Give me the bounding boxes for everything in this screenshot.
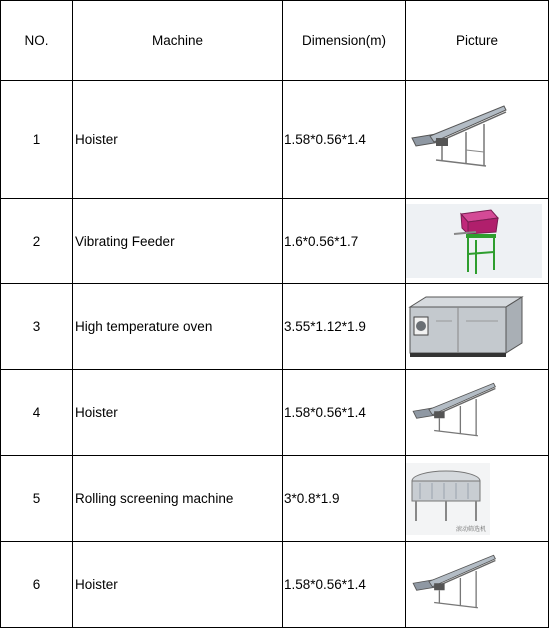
machine-name: Rolling screening machine <box>73 456 283 542</box>
hoister-illustration <box>406 550 506 620</box>
vibrating-feeder-illustration <box>406 204 542 278</box>
hoister-illustration <box>406 100 516 180</box>
table-row <box>1 199 549 284</box>
rolling-screening-caption: 滚动筛选机 <box>456 525 487 533</box>
machine-name: Hoister <box>73 81 283 199</box>
header-picture: Picture <box>406 1 549 81</box>
row-number: 5 <box>1 456 73 542</box>
machine-picture-cell <box>406 81 549 199</box>
machine-name: Hoister <box>73 542 283 628</box>
table-row <box>1 284 549 370</box>
machine-dimension: 1.58*0.56*1.4 <box>283 542 406 628</box>
machine-picture-cell <box>406 199 549 284</box>
table-row <box>1 81 549 199</box>
table-row <box>1 542 549 628</box>
machine-name: Hoister <box>73 370 283 456</box>
machine-name: High temperature oven <box>73 284 283 370</box>
row-number: 3 <box>1 284 73 370</box>
row-number: 2 <box>1 199 73 284</box>
machine-dimension: 1.6*0.56*1.7 <box>283 199 406 284</box>
header-dimension: Dimension(m) <box>283 1 406 81</box>
table-row <box>1 456 549 542</box>
oven-illustration <box>406 293 524 361</box>
machine-dimension: 3*0.8*1.9 <box>283 456 406 542</box>
table-row <box>1 370 549 456</box>
machine-dimension: 1.58*0.56*1.4 <box>283 370 406 456</box>
machine-name: Vibrating Feeder <box>73 199 283 284</box>
machine-picture-cell <box>406 542 549 628</box>
row-number: 4 <box>1 370 73 456</box>
row-number: 1 <box>1 81 73 199</box>
row-number: 6 <box>1 542 73 628</box>
header-machine: Machine <box>73 1 283 81</box>
table-header-row <box>1 1 549 81</box>
machine-picture-cell <box>406 370 549 456</box>
machine-dimension: 3.55*1.12*1.9 <box>283 284 406 370</box>
rolling-screening-illustration <box>406 463 490 535</box>
machine-picture-cell <box>406 284 549 370</box>
hoister-illustration <box>406 378 506 448</box>
machine-picture-cell <box>406 456 549 542</box>
header-no: NO. <box>1 1 73 81</box>
machine-dimension: 1.58*0.56*1.4 <box>283 81 406 199</box>
